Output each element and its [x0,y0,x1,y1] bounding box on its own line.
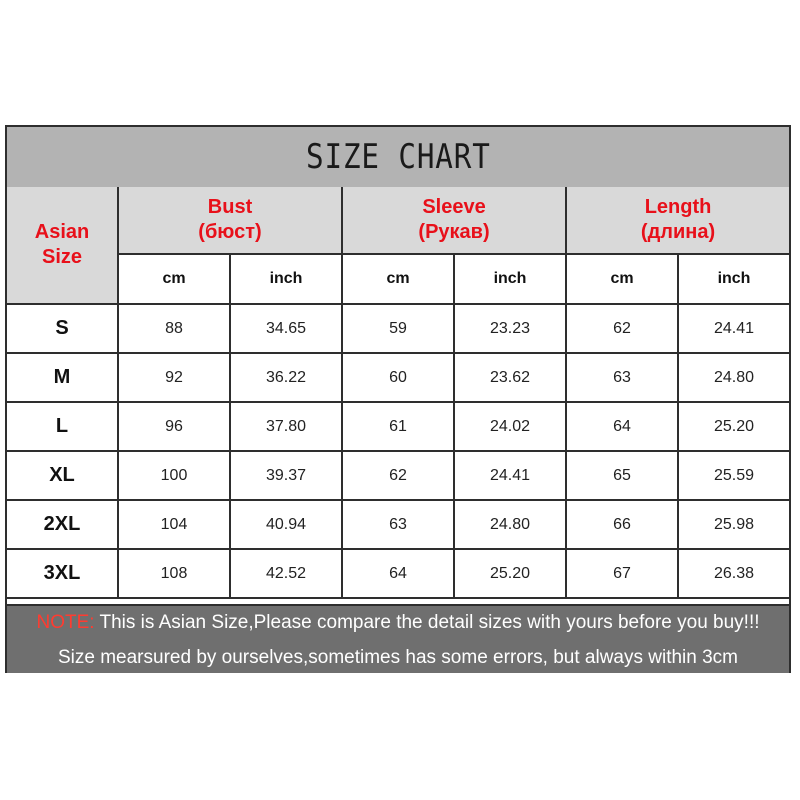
asian-size-label-line1: Asian [34,221,90,243]
length-header [566,187,789,254]
chart-title: SIZE CHART [305,137,491,177]
unit-header: cm [566,254,678,304]
size-cell: 3XL [7,549,118,598]
sleeve-cm-cell: 63 [342,500,454,549]
sleeve-inch-cell: 23.23 [454,304,566,353]
bust-inch-cell: 37.80 [230,402,342,451]
sleeve-label: Sleeve [422,196,486,218]
sleeve-cm-cell: 59 [342,304,454,353]
length-cm-cell: 62 [566,304,678,353]
unit-header: cm [118,254,230,304]
title-bar [7,127,789,189]
sleeve-cm-cell: 62 [342,451,454,500]
unit-header: inch [230,254,342,304]
table-row [7,304,789,353]
length-cm-cell: 65 [566,451,678,500]
length-cm-cell: 63 [566,353,678,402]
size-cell: L [7,402,118,451]
bust-inch-cell: 36.22 [230,353,342,402]
sleeve-label-ru: (Рукав) [418,221,490,243]
length-inch-cell: 25.98 [678,500,789,549]
bust-inch-cell: 39.37 [230,451,342,500]
sleeve-inch-cell: 24.41 [454,451,566,500]
table-row [7,451,789,500]
table-row [7,500,789,549]
bust-cm-cell: 104 [118,500,230,549]
bust-cm-cell: 92 [118,353,230,402]
note-text: This is Asian Size,Please compare the detail sizes with yours before you buy!!! [94,612,760,633]
sleeve-header [342,187,566,254]
length-label-ru: (длина) [640,221,716,243]
size-cell: M [7,353,118,402]
size-cell: 2XL [7,500,118,549]
unit-header: inch [454,254,566,304]
bust-header [118,187,342,254]
header-row-units [7,254,789,304]
length-cm-cell: 66 [566,500,678,549]
sleeve-inch-cell: 23.62 [454,353,566,402]
length-label: Length [644,196,712,218]
sleeve-inch-cell: 24.80 [454,500,566,549]
size-cell: XL [7,451,118,500]
note-label: NOTE: [36,612,95,633]
unit-header: cm [342,254,454,304]
footer-note-line [7,612,789,634]
length-inch-cell: 24.41 [678,304,789,353]
table-row [7,402,789,451]
asian-size-header [7,187,118,304]
unit-header: inch [678,254,789,304]
sleeve-cm-cell: 60 [342,353,454,402]
sleeve-inch-cell: 25.20 [454,549,566,598]
footer-disclaimer-line: Size mearsured by ourselves,sometimes has some errors, but always within 3cm [57,647,739,668]
length-cm-cell: 67 [566,549,678,598]
length-inch-cell: 26.38 [678,549,789,598]
sleeve-cm-cell: 64 [342,549,454,598]
table-row [7,549,789,598]
bust-label: Bust [207,196,253,218]
sleeve-cm-cell: 61 [342,402,454,451]
bust-cm-cell: 108 [118,549,230,598]
length-cm-cell: 64 [566,402,678,451]
header-row-groups [7,187,789,254]
bust-cm-cell: 96 [118,402,230,451]
table-row [7,353,789,402]
bust-inch-cell: 42.52 [230,549,342,598]
bust-inch-cell: 34.65 [230,304,342,353]
size-chart [5,125,791,673]
asian-size-label-line2: Size [41,246,83,268]
bust-label-ru: (бюст) [198,221,262,243]
bust-cm-cell: 88 [118,304,230,353]
length-inch-cell: 25.20 [678,402,789,451]
footer-note [7,604,789,673]
bust-cm-cell: 100 [118,451,230,500]
sleeve-inch-cell: 24.02 [454,402,566,451]
size-table [7,187,789,599]
length-inch-cell: 24.80 [678,353,789,402]
size-cell: S [7,304,118,353]
bust-inch-cell: 40.94 [230,500,342,549]
length-inch-cell: 25.59 [678,451,789,500]
